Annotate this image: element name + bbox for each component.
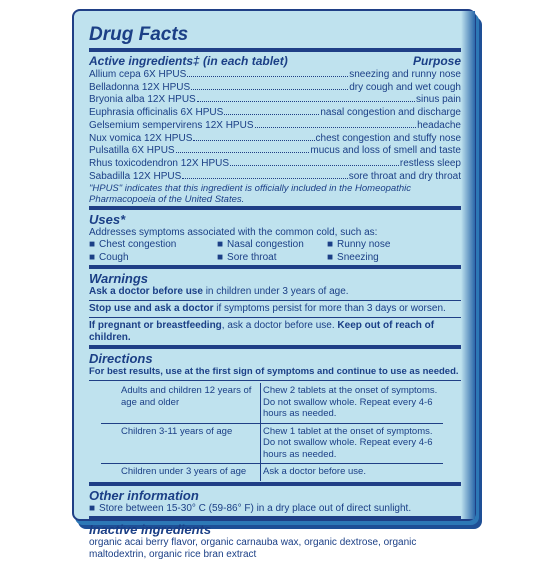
active-ingredients-list xyxy=(89,68,461,182)
ingredient-name: Rhus toxicodendron 12X HPUS xyxy=(89,157,230,169)
ingredient-name: Pulsatilla 6X HPUS xyxy=(89,145,175,157)
ingredient-name: Bryonia alba 12X HPUS xyxy=(89,94,196,106)
ingredient-row xyxy=(89,170,461,183)
warning-line: Ask a doctor before use in children under 3 years of age. xyxy=(89,286,349,298)
uses-list xyxy=(89,239,461,264)
inactive-ingredients-heading: Inactive ingredients xyxy=(89,521,212,537)
directions-table xyxy=(101,383,443,481)
ingredient-name: Belladonna 12X HPUS xyxy=(89,81,191,93)
hpus-note: "HPUS" indicates that this ingredient is officially included in the Homeopathic Pharmacopoeia of the United States. xyxy=(89,183,411,206)
ingredient-row xyxy=(89,68,461,81)
dose-cell: Chew 1 tablet at the onset of symptoms. Do not swallow whole. Repeat every 4-6 hours as needed. xyxy=(261,423,444,464)
active-ingredients-heading: Active ingredients‡ (in each tablet) xyxy=(89,54,288,68)
ingredient-name: Gelsemium sempervirens 12X HPUS xyxy=(89,119,254,131)
ingredient-purpose: restless sleep xyxy=(399,157,461,169)
ingredient-name: Allium cepa 6X HPUS xyxy=(89,69,187,80)
other-information-heading: Other information xyxy=(89,487,199,503)
ingredient-purpose: headache xyxy=(417,119,461,131)
age-cell: Children under 3 years of age xyxy=(101,464,261,481)
ingredient-row xyxy=(89,93,461,106)
divider xyxy=(89,206,461,210)
divider xyxy=(89,317,461,318)
active-ingredients-header xyxy=(89,54,461,68)
ingredient-row xyxy=(89,132,461,145)
use-item: ■ Sneezing xyxy=(327,252,461,265)
ingredient-name: Euphrasia officinalis 6X HPUS xyxy=(89,107,224,119)
dot-leader xyxy=(224,106,319,115)
divider xyxy=(89,380,461,381)
dot-leader xyxy=(193,132,314,141)
ingredient-purpose: nasal congestion and discharge xyxy=(320,107,461,119)
ingredient-purpose: dry cough and wet cough xyxy=(349,81,461,93)
ingredient-purpose: mucus and loss of smell and taste xyxy=(310,145,461,157)
dot-leader xyxy=(197,93,415,102)
divider xyxy=(89,265,461,269)
use-item: ■ Sore throat xyxy=(217,252,327,265)
divider xyxy=(89,516,461,520)
table-row xyxy=(101,423,443,464)
drug-facts-content xyxy=(89,24,461,561)
dot-leader xyxy=(230,157,399,166)
uses-heading: Uses* xyxy=(89,212,126,228)
warnings-heading: Warnings xyxy=(89,271,148,287)
warning-line: If pregnant or breastfeeding, ask a doctor before use. Keep out of reach of children. xyxy=(89,320,435,344)
divider xyxy=(89,345,461,349)
table-row xyxy=(101,383,443,423)
age-cell: Children 3-11 years of age xyxy=(101,423,261,464)
dot-leader xyxy=(182,170,347,179)
ingredient-purpose: sneezing and runny nose xyxy=(349,69,461,80)
use-item: ■ Runny nose xyxy=(327,239,461,252)
drug-facts-title: Drug Facts xyxy=(89,24,189,45)
directions-heading: Directions xyxy=(89,351,153,367)
divider xyxy=(89,482,461,486)
ingredient-purpose: sinus pain xyxy=(415,94,461,106)
inactive-ingredients-text: organic acai berry flavor, organic carnauba wax, organic dextrose, organic maltodextrin, organic rice bran extract xyxy=(89,536,417,560)
use-item: ■ Nasal congestion xyxy=(217,239,327,252)
ingredient-row xyxy=(89,106,461,119)
directions-intro: For best results, use at the first sign of symptoms and continue to use as needed. xyxy=(89,366,459,378)
use-item: ■ Chest congestion xyxy=(89,239,217,252)
dot-leader xyxy=(255,119,417,128)
other-information-item: ■ Store between 15-30° C (59-86° F) in a dry place out of direct sunlight. xyxy=(89,503,461,515)
ingredient-purpose: sore throat and dry throat xyxy=(348,170,461,182)
ingredient-row xyxy=(89,81,461,94)
dot-leader xyxy=(176,144,310,153)
table-row xyxy=(101,464,443,481)
purpose-heading: Purpose xyxy=(412,54,461,68)
drug-facts-panel xyxy=(72,9,476,560)
dot-leader xyxy=(191,81,348,90)
ingredient-name: Nux vomica 12X HPUS xyxy=(89,132,193,144)
ingredient-purpose: chest congestion and stuffy nose xyxy=(315,132,461,144)
divider xyxy=(89,300,461,301)
ingredient-row xyxy=(89,144,461,157)
warning-line: Stop use and ask a doctor if symptoms persist for more than 3 days or worsen. xyxy=(89,303,446,315)
dose-cell: Ask a doctor before use. xyxy=(261,464,444,481)
uses-intro: Addresses symptoms associated with the common cold, such as: xyxy=(89,227,378,239)
dot-leader xyxy=(187,68,348,77)
ingredient-name: Sabadilla 12X HPUS xyxy=(89,170,182,182)
ingredient-row xyxy=(89,157,461,170)
dose-cell: Chew 2 tablets at the onset of symptoms. Do not swallow whole. Repeat every 4-6 hours as needed. xyxy=(263,385,438,420)
divider xyxy=(89,48,461,52)
use-item: ■ Cough xyxy=(89,252,217,265)
age-cell: Adults and children 12 years of age and older xyxy=(101,383,261,423)
ingredient-row xyxy=(89,119,461,132)
